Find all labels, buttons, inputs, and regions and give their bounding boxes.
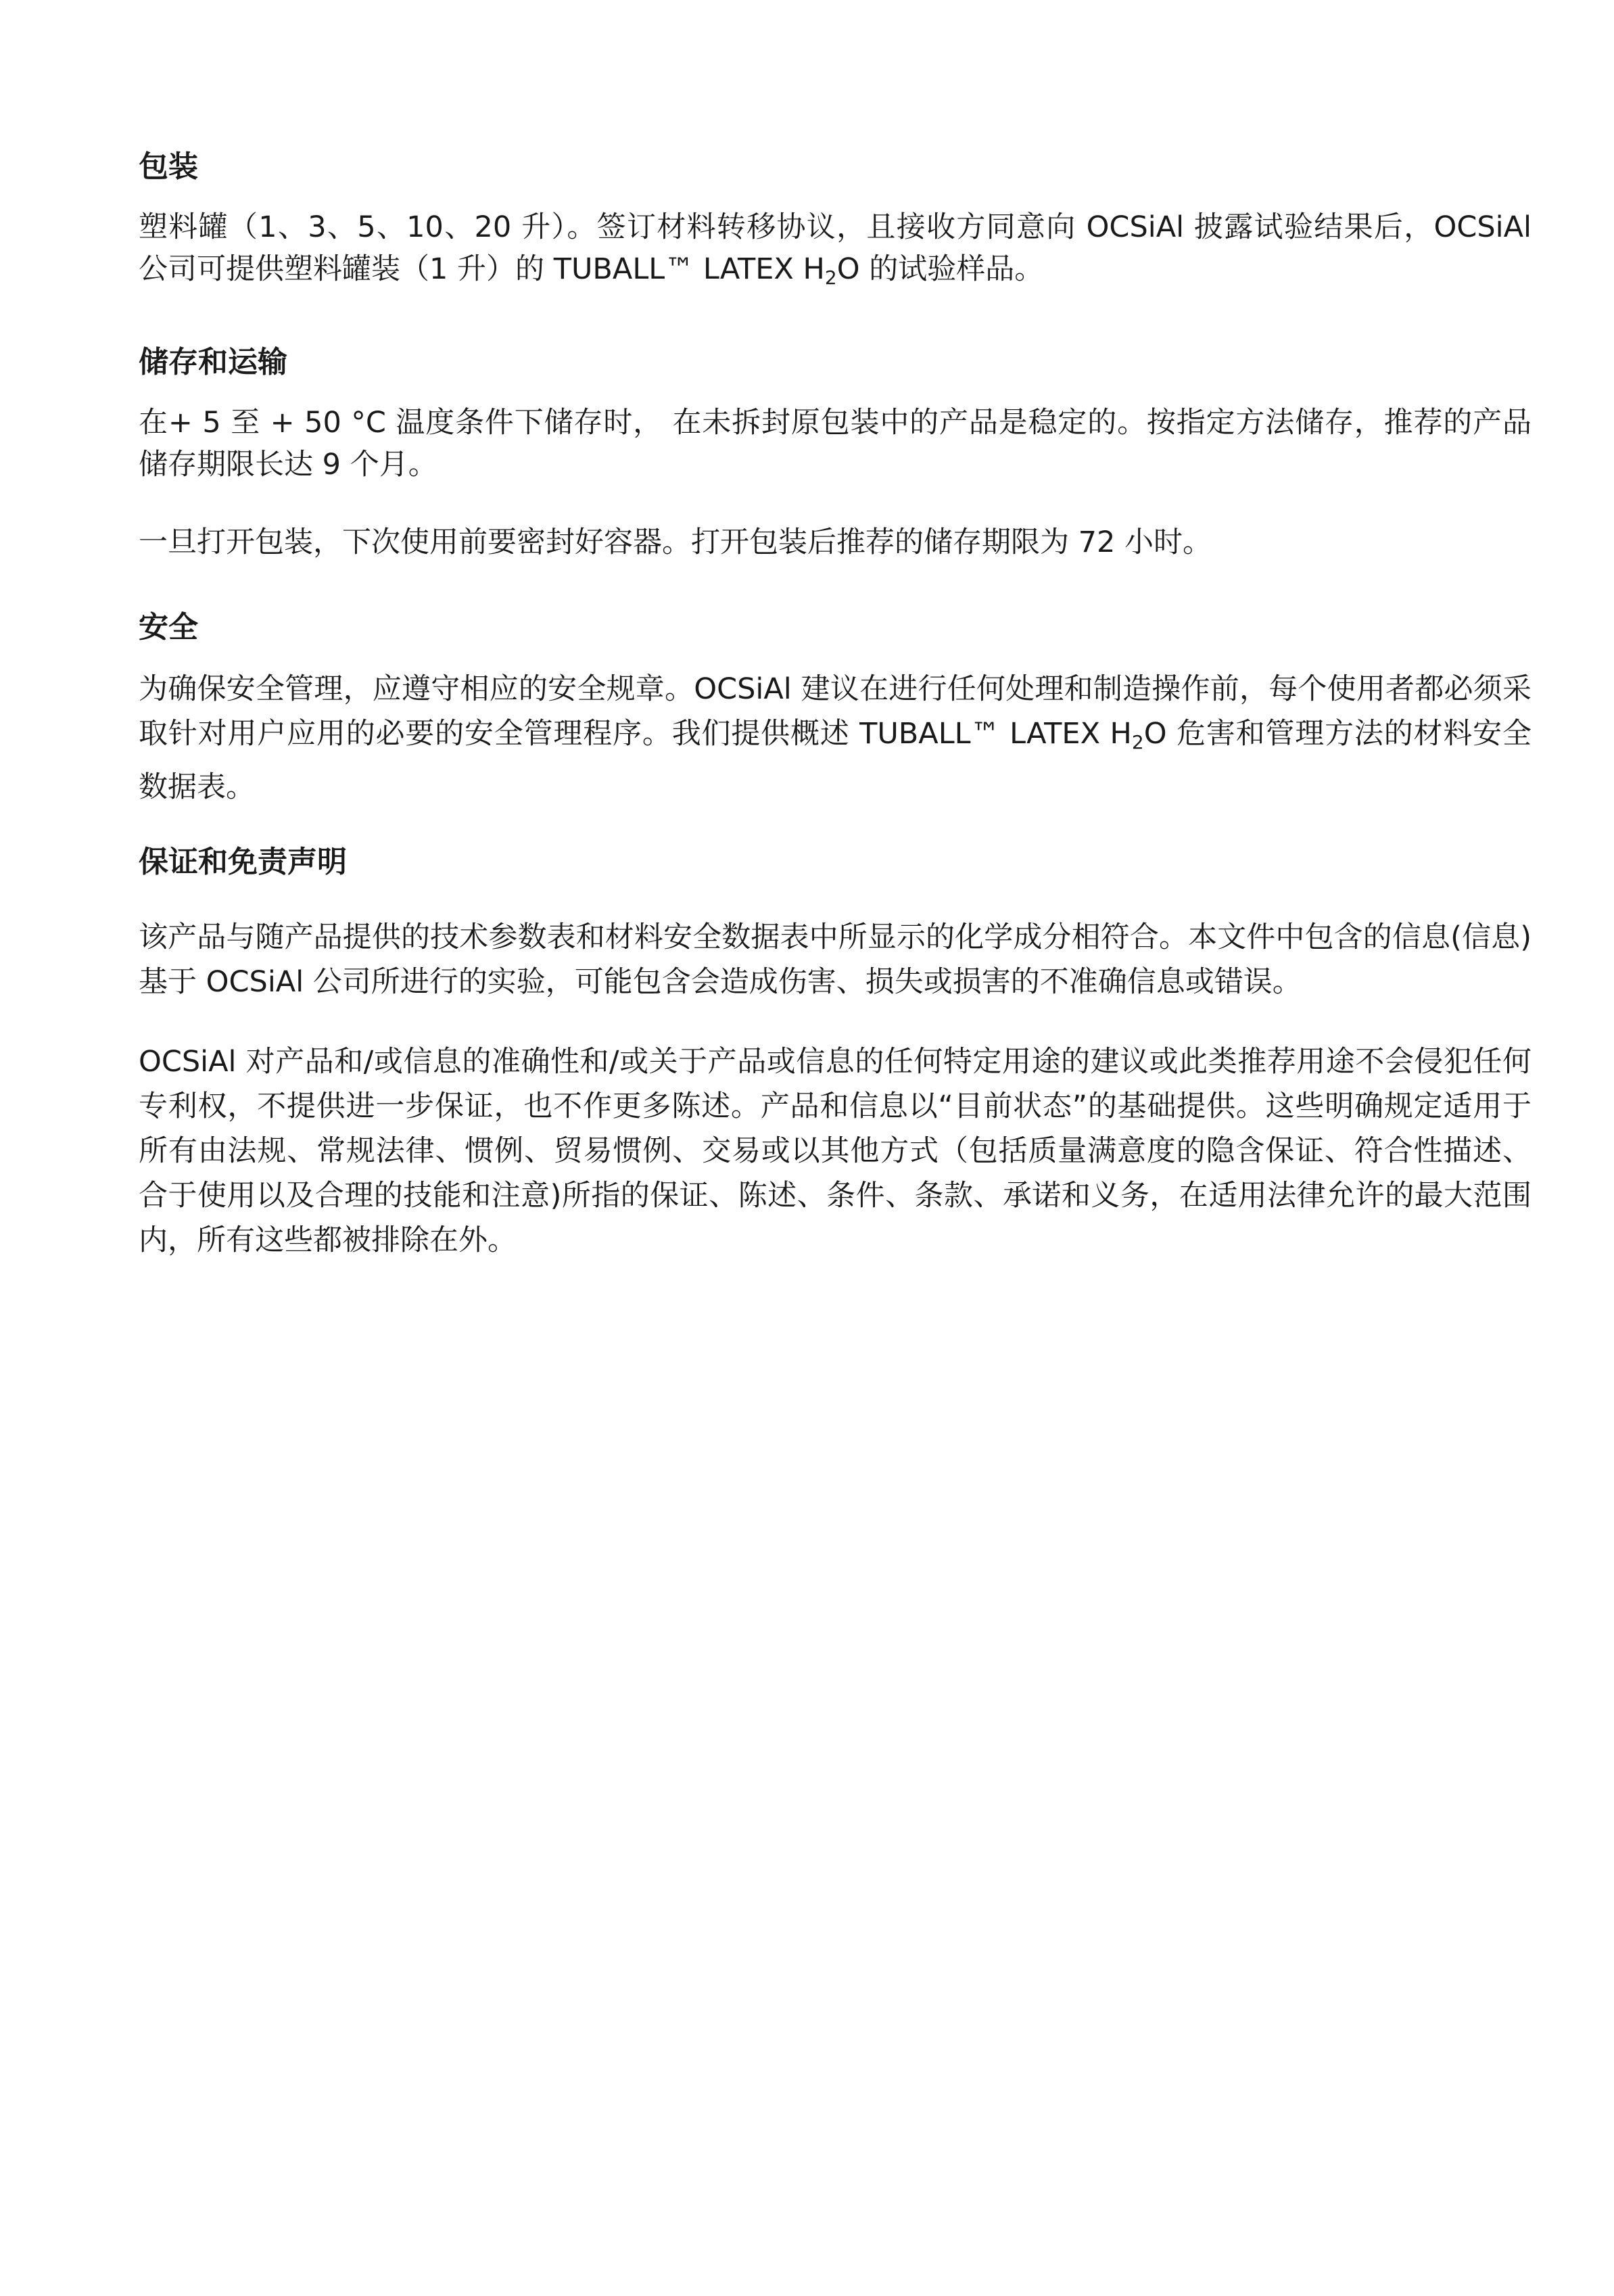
paragraph-packaging-text-end: O 的试验样品。 (836, 252, 1044, 286)
paragraph-warranty-2: OCSiAl 对产品和/或信息的准确性和/或关于产品或信息的任何特定用途的建议或此类推荐用途不会侵犯任何专利权，不提供进一步保证，也不作更多陈述。产品和信息以“目前状态”的基础提供。这些明确规定适用于所有由法规、常规法律、惯例、贸易惯例、交易或以其他方式（包括质量满意度的隐含保证、符合性描述、合于使用以及合理的技能和注意)所指的保证、陈述、条件、条款、承诺和义务，在适用法律允许的最大范围内，所有这些都被排除在外。 (139, 1045, 1532, 1257)
subscript-2: 2 (824, 266, 837, 289)
section-safety (139, 606, 1532, 810)
paragraph-safety-text-end: O 危害和管理方法的材料安全数据表。 (139, 717, 1532, 804)
heading-storage: 储存和运输 (139, 345, 287, 379)
paragraph-storage-2: 一旦打开包装，下次使用前要密封好容器。打开包装后推荐的储存期限为 72 小时。 (139, 525, 1212, 559)
section-warranty (139, 841, 1532, 1263)
section-storage (139, 341, 1532, 564)
paragraph-packaging (139, 206, 1532, 299)
subscript-2: 2 (1131, 731, 1144, 753)
heading-packaging: 包装 (139, 149, 198, 184)
paragraph-storage-1: 在+ 5 至 + 50 °C 温度条件下储存时， 在未拆封原包装中的产品是稳定的。按指定方法储存，推荐的产品储存期限长达 9 个月。 (139, 406, 1532, 482)
paragraph-warranty-1: 该产品与随产品提供的技术参数表和材料安全数据表中所显示的化学成分相符合。本文件中包含的信息(信息)基于 OCSiAl 公司所进行的实验，可能包含会造成伤害、损失或损害的不准确信息或错误。 (139, 920, 1532, 999)
paragraph-safety-text: 为确保安全管理，应遵守相应的安全规章。OCSiAl 建议在进行任何处理和制造操作前，每个使用者都必须采取针对用户应用的必要的安全管理程序。我们提供概述 TUBALL™ LATEX H (139, 672, 1532, 751)
section-packaging (139, 145, 1532, 299)
paragraph-safety (139, 667, 1532, 810)
heading-safety: 安全 (139, 610, 198, 645)
paragraph-packaging-text: 塑料罐（1、3、5、10、20 升）。签订材料转移协议，且接收方同意向 OCSiAl 披露试验结果后，OCSiAl 公司可提供塑料罐装（1 升）的 TUBALL™ LATEX H (139, 210, 1532, 286)
heading-warranty: 保证和免责声明 (139, 845, 347, 879)
document-page (139, 145, 1532, 1263)
